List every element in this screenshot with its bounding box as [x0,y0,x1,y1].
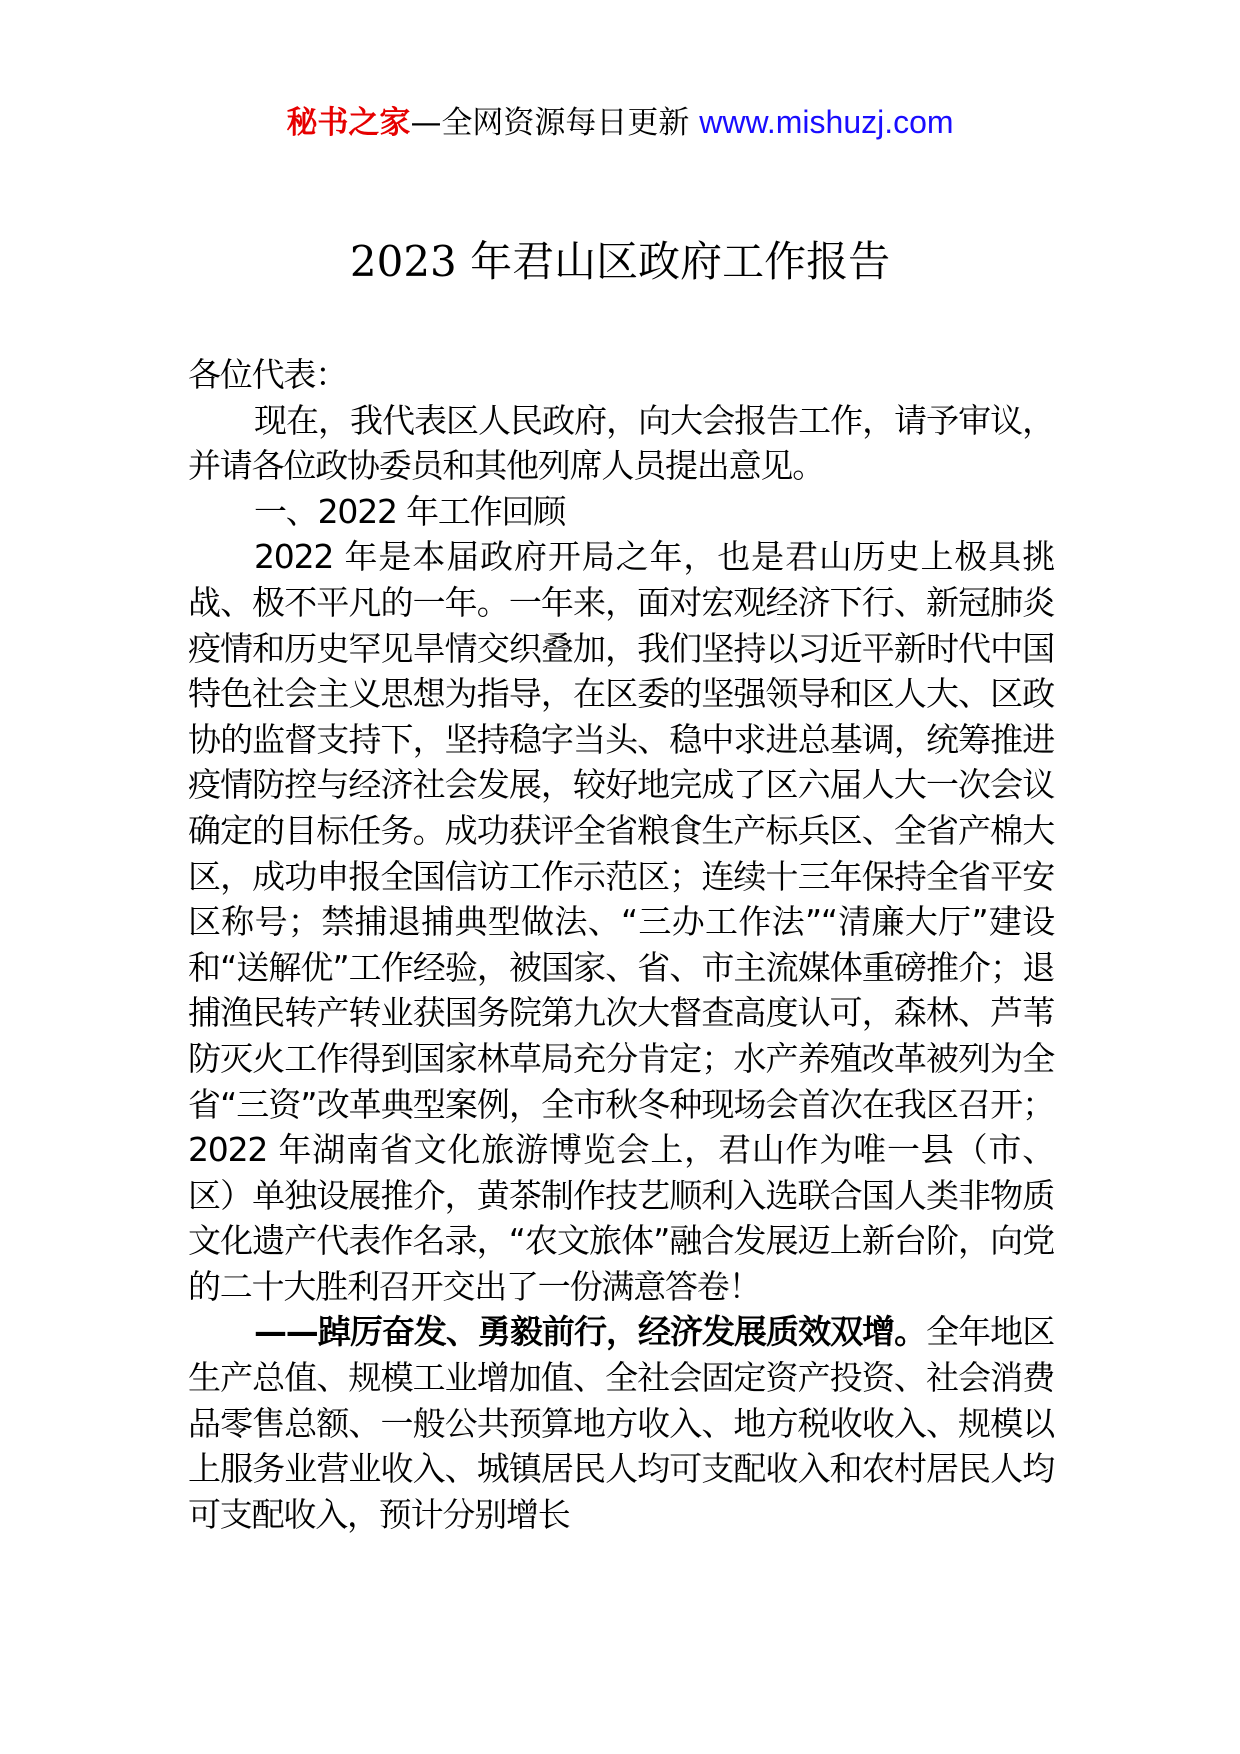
economy-text: 全年地区生产总值、规模工业增加值、全社会固定资产投资、社会消费品零售总额、一般公共预算地方收入、地方税收收入、规模以上服务业营业收入、城镇居民人均可支配收入和农村居民人均可支配收入，预计分别增长 [188,1312,1054,1534]
section-heading: 一、2022 年工作回顾 [254,491,566,531]
economy-lead: ——踔厉奋发、勇毅前行，经济发展质效双增。 [254,1312,927,1352]
economy-paragraph [188,1309,1054,1537]
document-title: 2023 年君山区政府工作报告 [349,237,891,286]
header-tagline: —全网资源每日更新 [410,105,690,141]
site-url-link[interactable]: www.mishuzj.com [699,104,954,140]
salutation: 各位代表： [188,355,348,394]
brand-name: 秘书之家 [286,105,411,141]
review-paragraph: 2022 年是本届政府开局之年，也是君山历史上极具挑战、极不平凡的一年。一年来，面对宏观经济下行、新冠肺炎疫情和历史罕见旱情交织叠加，我们坚持以习近平新时代中国特色社会主义思想为指导，在区委的坚强领导和区人大、区政协的监督支持下，坚持稳字当头、稳中求进总基调，统筹推进疫情防控与经济社会发展，较好地完成了区六届人大一次会议确定的目标任务。成功获评全省粮食生产标兵区、全省产棉大区，成功申报全国信访工作示范区；连续十三年保持全省平安区称号；禁捕退捕典型做法、“三办工作法”“清廉大厅”建设和“送解优”工作经验，被国家、省、市主流媒体重磅推介；退捕渔民转产转业获国务院第九次大督查高度认可，森林、芦苇防灭火工作得到国家林草局充分肯定；水产养殖改革被列为全省“三资”改革典型案例，全市秋冬种现场会首次在我区召开；2022 年湖南省文化旅游博览会上，君山作为唯一县（市、区）单独设展推介，黄茶制作技艺顺利入选联合国人类非物质文化遗产代表作名录，“农文旅体”融合发展迈上新台阶，向党的二十大胜利召开交出了一份满意答卷！ [188,537,1054,1306]
document-body [188,352,1054,1537]
intro-paragraph: 现在，我代表区人民政府，向大会报告工作，请予审议，并请各位政协委员和其他列席人员提出意见。 [188,400,1054,486]
site-header [0,100,1240,145]
